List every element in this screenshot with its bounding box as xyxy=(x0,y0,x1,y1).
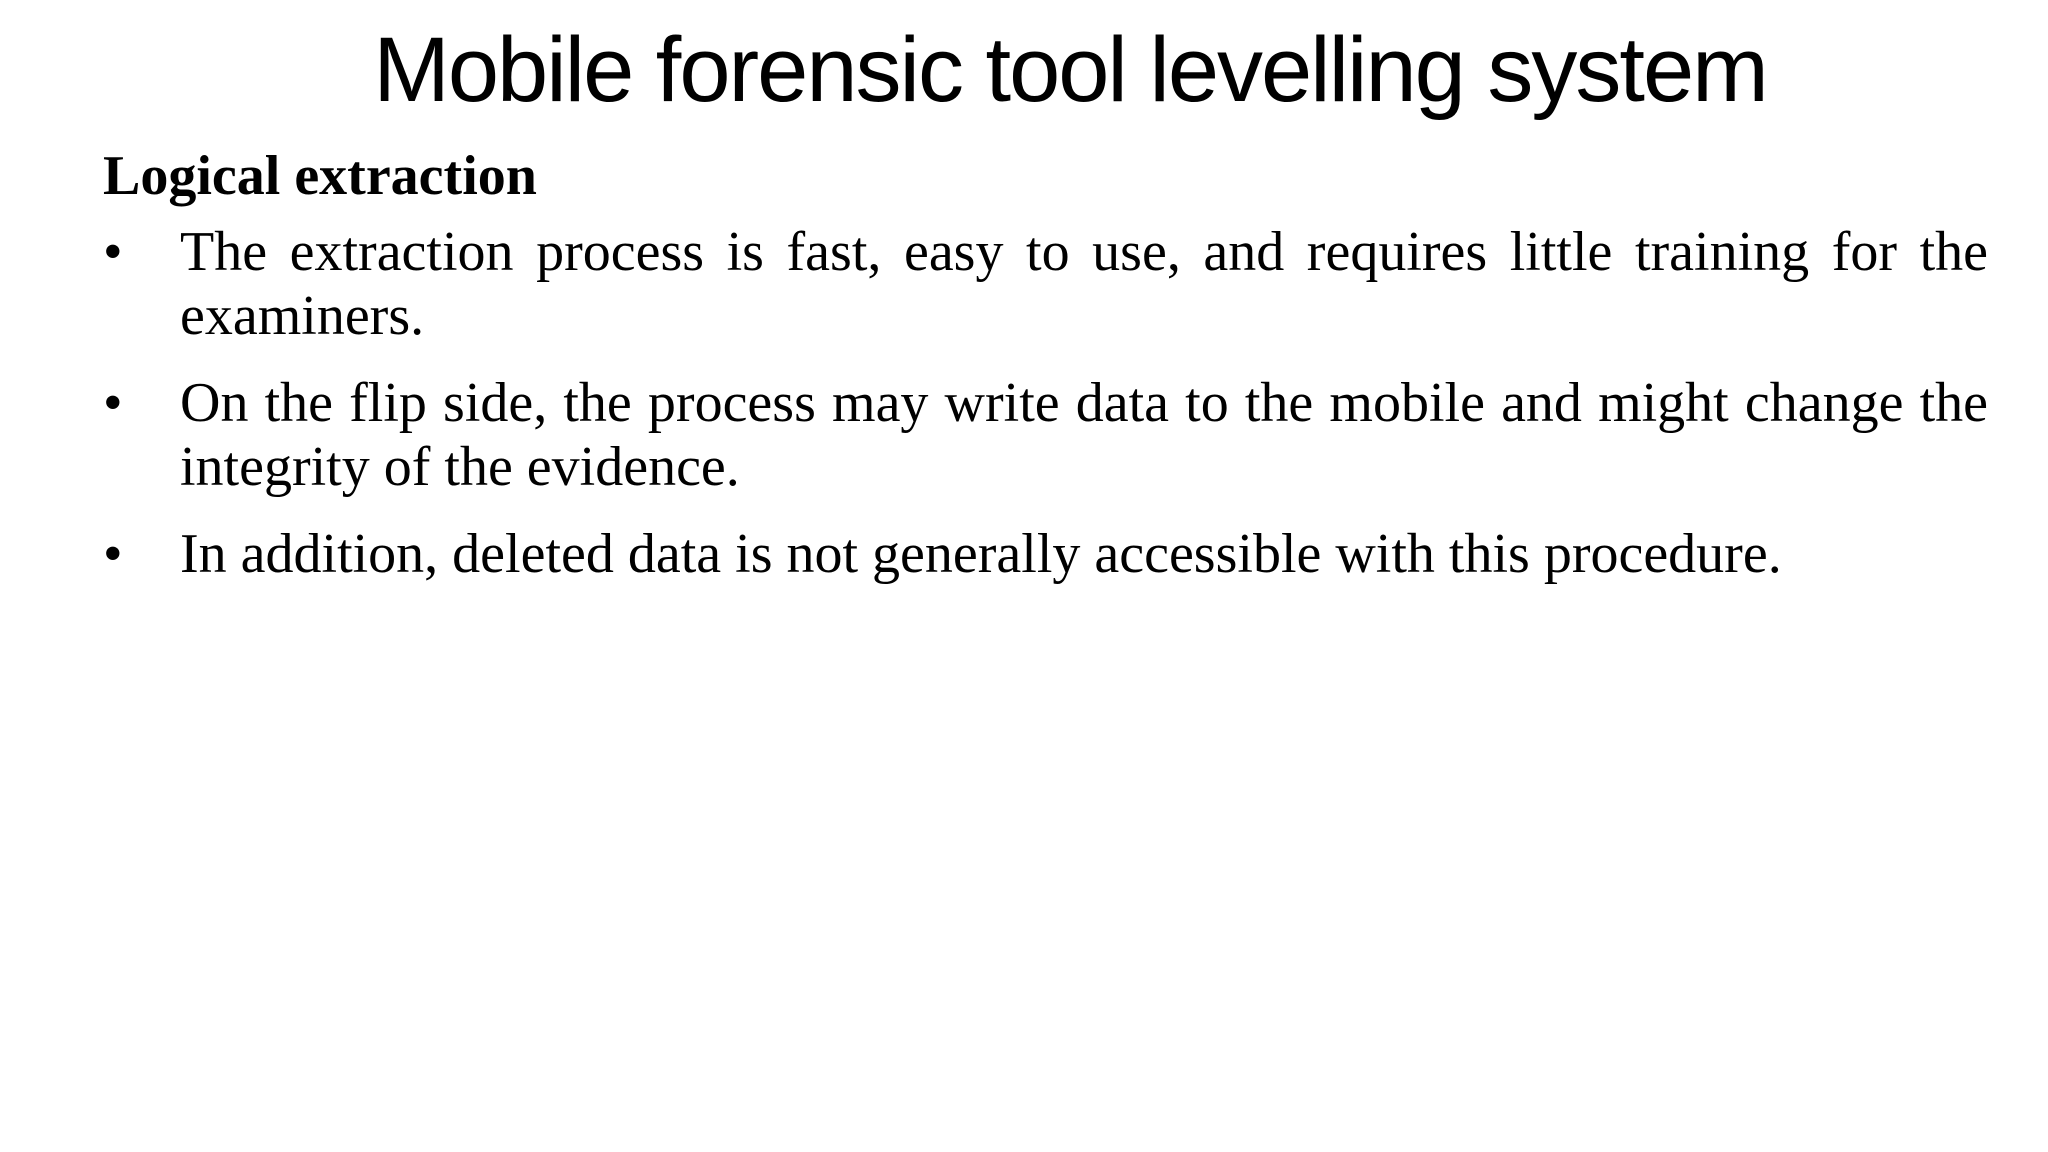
slide-content xyxy=(103,140,1988,609)
bullet-item xyxy=(103,220,1988,348)
bullet-text: On the flip side, the process may write data to the mobile and might change the integrity of the evidence. xyxy=(180,372,1988,498)
bullet-text: In addition, deleted data is not generally accessible with this procedure. xyxy=(180,523,1782,585)
bullet-text: The extraction process is fast, easy to use, and requires little training for the examiners. xyxy=(180,221,1988,347)
bullet-marker: • xyxy=(103,221,123,283)
bullet-list xyxy=(103,220,1988,586)
bullet-marker: • xyxy=(103,372,123,434)
bullet-item xyxy=(103,522,1988,586)
slide-title: Mobile forensic tool levelling system xyxy=(373,19,1767,121)
bullet-marker: • xyxy=(103,523,123,585)
bullet-item xyxy=(103,371,1988,499)
section-heading: Logical extraction xyxy=(103,145,537,207)
